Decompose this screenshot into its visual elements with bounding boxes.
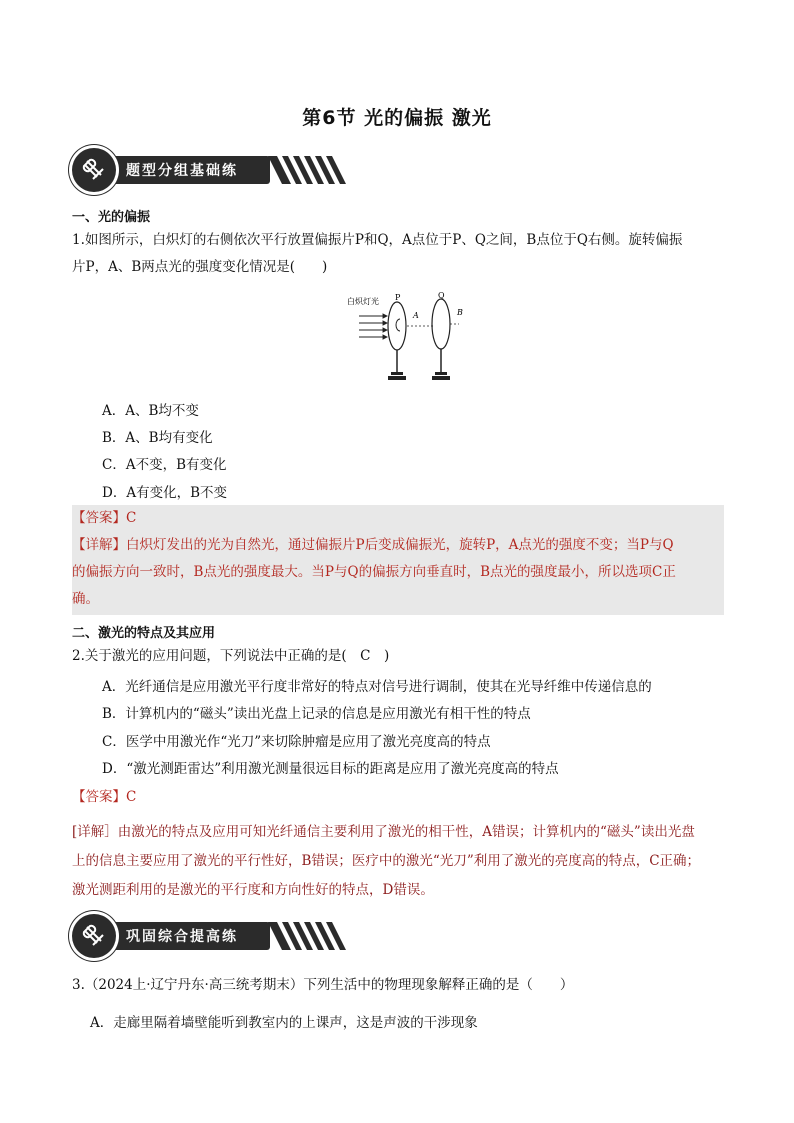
q2-option-b: B．计算机内的“磁头”读出光盘上记录的信息是应用激光有相干性的特点 bbox=[102, 706, 531, 722]
stripes-decoration bbox=[268, 922, 368, 950]
q1-option-b: B．A、B均有变化 bbox=[102, 430, 213, 446]
q2-option-a: A．光纤通信是应用激光平行度非常好的特点对信号进行调制，使其在光导纤维中传递信息的 bbox=[102, 679, 652, 695]
q1-answer-box bbox=[72, 505, 724, 615]
q2-detail-line3: 激光测距利用的是激光的平行度和方向性好的特点，D错误。 bbox=[72, 882, 434, 898]
question-1-line2: 片P，A、B两点光的强度变化情况是( ) bbox=[72, 259, 328, 275]
scroll-icon bbox=[72, 148, 116, 192]
q2-answer: 【答案】C bbox=[72, 789, 137, 805]
q1-option-c: C．A不变，B有变化 bbox=[102, 457, 227, 473]
q1-option-a: A．A、B均不变 bbox=[102, 403, 199, 419]
q1-detail-line3: 确。 bbox=[72, 591, 99, 607]
banner-label: 巩固综合提高练 bbox=[126, 929, 238, 945]
polarizer-figure bbox=[345, 288, 465, 388]
banner-bar bbox=[90, 156, 270, 184]
section-banner-basic bbox=[72, 148, 302, 192]
q1-detail-line1: 【详解】白炽灯发出的光为自然光，通过偏振片P后变成偏振光，旋转P，A点光的强度不变；当P与Q bbox=[72, 537, 674, 553]
label-q: Q bbox=[438, 291, 445, 300]
q1-option-d: D．A有变化，B不变 bbox=[102, 485, 227, 501]
label-a: A bbox=[413, 311, 419, 320]
question-1-line1: 1.如图所示，白炽灯的右侧依次平行放置偏振片P和Q，A点位于P、Q之间，B点位于Q右侧。旋转偏振 bbox=[72, 232, 683, 248]
label-b: B bbox=[457, 308, 463, 317]
scroll-icon bbox=[72, 914, 116, 958]
label-p: P bbox=[395, 293, 401, 302]
question-1-stem bbox=[72, 227, 732, 281]
q2-detail bbox=[72, 818, 732, 905]
q3-option-a: A．走廊里隔着墙壁能听到教室内的上课声，这是声波的干涉现象 bbox=[90, 1015, 478, 1031]
q2-option-c: C．医学中用激光作“光刀”来切除肿瘤是应用了激光亮度高的特点 bbox=[102, 734, 491, 750]
q2-detail-line1: [详解］由激光的特点及应用可知光纤通信主要利用了激光的相干性，A错误；计算机内的“磁头”读出光盘 bbox=[72, 824, 695, 840]
banner-bar bbox=[90, 922, 270, 950]
section-heading-laser: 二、激光的特点及其应用 bbox=[72, 626, 216, 641]
section-banner-advanced bbox=[72, 914, 302, 958]
q1-detail-line2: 的偏振方向一致时，B点光的强度最大。当P与Q的偏振方向垂直时，B点光的强度最小，所以选项C正 bbox=[72, 564, 676, 580]
lamp-label: 白炽灯光 bbox=[347, 297, 379, 306]
section-heading-polarization: 一、光的偏振 bbox=[72, 210, 151, 225]
question-3-stem: 3.（2024上·辽宁丹东·高三统考期末）下列生活中的物理现象解释正确的是（ ） bbox=[72, 977, 574, 993]
page-title: 第6节 光的偏振 激光 bbox=[302, 107, 492, 129]
question-2-stem: 2.关于激光的应用问题，下列说法中正确的是( C ) bbox=[72, 648, 390, 664]
q2-option-d: D．“激光测距雷达”利用激光测量很远目标的距离是应用了激光亮度高的特点 bbox=[102, 761, 559, 777]
q1-answer: 【答案】C bbox=[72, 510, 137, 526]
banner-label: 题型分组基础练 bbox=[126, 163, 238, 179]
stripes-decoration bbox=[268, 156, 368, 184]
q2-detail-line2: 上的信息主要应用了激光的平行性好，B错误；医疗中的激光“光刀”利用了激光的亮度高的特点，C正确； bbox=[72, 853, 701, 869]
